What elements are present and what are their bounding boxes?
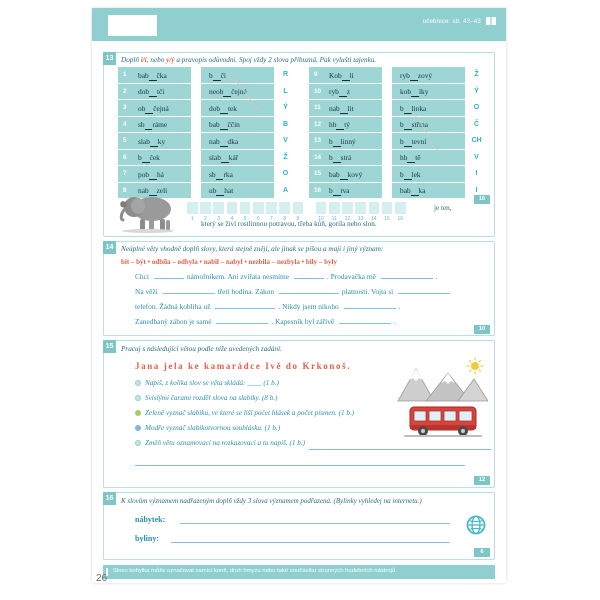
task-item[interactable] [135, 439, 305, 447]
word-text: b tva [329, 186, 350, 195]
answer-blank[interactable] [163, 285, 215, 294]
tajenka-number: 3 [217, 215, 221, 222]
word-index: 3 [123, 104, 127, 111]
tajenka-number: 11 [331, 215, 337, 222]
word-cell[interactable] [201, 183, 274, 200]
task-text: Napiš, z kolika slov se věta skládá: ____ (1 b.) [145, 379, 279, 387]
word-index: 9 [314, 71, 318, 78]
word-text: b strá [329, 153, 352, 162]
tajenka-box[interactable] [265, 201, 278, 215]
answer-line-nabytek[interactable] [180, 523, 450, 524]
word-text: b tevní [400, 136, 427, 146]
exercise-16-label-nabytek: nábytek: [135, 515, 166, 524]
tajenka-box[interactable] [354, 201, 367, 215]
exercise-13-prompt: Doplň i/í, nebo y/ý a pravopis odůvodni. Spoj vždy 2 slova příbuzná. Pak vylušti tajenku. [121, 56, 377, 64]
task-item[interactable] [135, 379, 279, 387]
word-cell[interactable] [309, 67, 382, 84]
cipher-letter: I [475, 186, 478, 194]
cipher-letter: Ý [283, 104, 288, 111]
globe-icon [466, 515, 486, 535]
answer-blank[interactable] [339, 315, 391, 324]
answer-blank[interactable] [216, 315, 268, 324]
word-cell[interactable] [201, 166, 274, 183]
word-index: 16 [314, 186, 322, 194]
bullet-dot-icon [135, 410, 141, 416]
tajenka-number: 4 [230, 215, 234, 222]
bullet-dot-icon [135, 425, 141, 431]
student-name-field[interactable] [108, 15, 157, 36]
task-text: Modře vyznač slabikotvornou souhlásku. (1 b.) [145, 424, 281, 432]
tajenka-box[interactable] [394, 201, 407, 215]
tajenka-box[interactable] [278, 201, 291, 215]
word-index: 13 [314, 137, 322, 144]
exercise-14 [103, 241, 495, 336]
word-cell[interactable] [201, 100, 274, 117]
answer-blank[interactable] [215, 300, 275, 309]
footer-note-text: Slovo kobylka může označovat samici koně, druh hmyzu nebo také součástku strunných hudebních nástrojů. [113, 568, 397, 575]
word-text: b linný [329, 136, 356, 146]
exercise-16-label-byliny: byliny: [135, 534, 160, 543]
word-text: ub hat [209, 186, 234, 195]
word-cell[interactable] [118, 133, 191, 150]
word-index: 12 [314, 120, 322, 128]
word-cell[interactable] [392, 100, 465, 117]
tajenka-tail-1: je ten, [434, 204, 452, 212]
word-cell[interactable] [309, 150, 382, 167]
exercise-15 [103, 340, 495, 488]
cipher-letter: Č [473, 120, 480, 128]
word-text: Kob li [329, 70, 354, 80]
word-cell[interactable] [118, 150, 191, 167]
exercise-13 [103, 52, 495, 237]
book-icon [486, 17, 496, 25]
word-text: hb tý [329, 120, 350, 129]
word-text: kob lky [400, 87, 429, 96]
word-cell[interactable] [309, 166, 382, 183]
word-text: nab dka [209, 136, 239, 146]
tajenka-number: 16 [397, 215, 404, 222]
exercise-16-score: 6 [474, 548, 490, 557]
task-item[interactable] [135, 424, 280, 432]
cipher-letter: Ž [474, 71, 479, 78]
tajenka-box[interactable] [315, 201, 328, 215]
word-text: b lek [400, 169, 421, 179]
word-text: nab lit [329, 103, 354, 113]
answer-blank[interactable] [381, 270, 433, 279]
word-text: slab kář [209, 153, 239, 162]
tajenka-box[interactable] [368, 201, 381, 215]
page-header [92, 8, 506, 41]
word-cell[interactable] [309, 183, 382, 200]
footer-note [103, 565, 495, 579]
tajenka-box[interactable] [341, 201, 354, 215]
exercise-15-sentence: Jana jela ke kamarádce Ivě do Krkonoš. [135, 361, 352, 371]
answer-line-byliny[interactable] [171, 542, 450, 543]
cipher-letter: O [473, 104, 480, 111]
tajenka-box[interactable] [212, 201, 225, 215]
cipher-letter: CH [471, 137, 482, 144]
exercise-16-prompt: K slovům významem nadřazeným doplň vždy 3 slova významem podřazená. (Bylinky vyhledej na internetu.) [121, 497, 422, 505]
tajenka-box[interactable] [239, 201, 252, 215]
word-cell[interactable] [309, 117, 382, 134]
cipher-letter: R [282, 71, 289, 78]
word-index: 7 [123, 170, 127, 177]
cipher-letter: Ý [474, 87, 479, 95]
cipher-letter: L [283, 87, 288, 95]
sentence-row: Zanedbaný záhon je samé . Kapesník byl zářivě . [135, 317, 396, 326]
tajenka-box[interactable] [292, 201, 305, 215]
tajenka-box[interactable] [186, 201, 199, 215]
cipher-letter: V [474, 153, 479, 161]
word-cell[interactable] [392, 84, 465, 101]
exercise-15-number: 15 [103, 340, 116, 353]
word-text: ob čejná [138, 103, 169, 113]
tajenka-number: 12 [344, 215, 351, 222]
answer-blank[interactable] [294, 270, 324, 279]
mountains-bus-sun-illustration [396, 357, 488, 443]
exercise-14-wordbank: bít – být • odbila – odbyla • nabil – nabyl • nezbila – nezbyla • bily – byly [121, 258, 337, 266]
word-text: b či [209, 70, 226, 80]
bullet-dot-icon [135, 380, 141, 386]
exercise-16 [103, 492, 495, 560]
word-index: 5 [123, 137, 127, 144]
page-number: 26 [96, 573, 108, 584]
word-cell[interactable] [201, 133, 274, 150]
word-cell[interactable] [118, 67, 191, 84]
word-text: dob tči [138, 87, 165, 96]
exercise-13-number: 13 [103, 52, 116, 65]
word-cell[interactable] [309, 100, 382, 117]
tajenka-number: 9 [296, 215, 300, 222]
word-index: 14 [314, 153, 322, 161]
tajenka-number: 1 [190, 215, 194, 222]
word-cell[interactable] [392, 133, 465, 150]
word-text: bab ka [400, 186, 426, 195]
word-index: 1 [123, 71, 127, 78]
tajenka-box[interactable] [328, 201, 341, 215]
sentence-row: Chci námořníkem. Ani zvířata nesmíme . Prodavačka mě . [135, 272, 438, 281]
word-index: 15 [314, 170, 322, 177]
task-item[interactable] [135, 394, 277, 402]
tajenka-number: 6 [256, 215, 260, 222]
task-text: Změň větu oznamovací na rozkazovací a tu napiš. (1 b.) [145, 439, 306, 447]
tajenka-number: 7 [270, 215, 273, 222]
task-item[interactable] [135, 409, 354, 417]
cipher-letter: O [282, 170, 289, 177]
exercise-14-number: 14 [103, 241, 116, 254]
tajenka-tail-2: který se živí rostlinnou potravou, třeba kůň, gorila nebo slon. [201, 220, 377, 228]
header-reference [423, 17, 496, 25]
elephant-illustration [118, 193, 178, 233]
answer-line-15b[interactable] [135, 465, 465, 466]
cipher-letter: I [475, 170, 478, 177]
answer-blank[interactable] [279, 285, 339, 294]
word-index: 8 [123, 186, 127, 194]
cipher-letter: B [282, 120, 289, 128]
exercise-14-score: 10 [474, 325, 490, 334]
cipher-letter: V [283, 137, 288, 144]
word-text: ryb zový [400, 70, 433, 80]
word-text: nab zeli [138, 186, 168, 195]
word-index: 10 [314, 87, 322, 95]
tajenka-number: 2 [204, 215, 207, 222]
word-cell[interactable] [201, 117, 274, 134]
word-text: neob čejné [209, 87, 247, 96]
tajenka-number: 15 [384, 215, 390, 222]
sentence-row: Na věži třetí hodina. Zákon platnosti. Vojta si [135, 285, 453, 296]
word-cell[interactable] [309, 84, 382, 101]
answer-line-15a[interactable] [309, 449, 491, 450]
word-text: bab kový [329, 169, 363, 179]
word-index: 11 [314, 104, 321, 111]
word-cell[interactable] [201, 67, 274, 84]
bullet-dot-icon [135, 440, 141, 446]
word-cell[interactable] [392, 150, 465, 167]
bullet-dot-icon [135, 395, 141, 401]
tajenka-box[interactable] [381, 201, 394, 215]
exercise-16-number: 16 [103, 492, 116, 505]
tajenka-number: 10 [318, 215, 324, 222]
word-cell[interactable] [201, 84, 274, 101]
page-sheet [92, 8, 506, 583]
word-cell[interactable] [118, 84, 191, 101]
exercise-15-score: 12 [474, 476, 490, 485]
word-cell[interactable] [118, 100, 191, 117]
task-text: Zeleně vyznač slabiku, ve které se liší počet hlásek a počet písmen. (1 b.) [145, 409, 355, 417]
word-cell[interactable] [392, 183, 465, 200]
word-text: sb rka [209, 169, 233, 179]
word-text: bab ččin [209, 120, 240, 129]
tajenka-number: 5 [243, 215, 247, 222]
cipher-letter: Ž [283, 153, 288, 161]
word-cell[interactable] [392, 166, 465, 183]
word-text: bab čka [138, 70, 167, 80]
exercise-15-prompt: Pracuj s následující větou podle níže uvedených zadání. [121, 345, 282, 353]
tajenka-box[interactable] [199, 201, 212, 215]
sentence-row: telefon. Žádná kobliha už . Nikdy jsem nikoho . [135, 302, 401, 311]
exercise-14-prompt: Neúplné věty vhodně doplň slovy, která stejně znějí, ale jinak se píšou a mají i jiný význam: [121, 245, 384, 253]
word-text: b střina [400, 120, 428, 129]
tajenka-number: 8 [283, 215, 287, 222]
cipher-letter: A [282, 186, 289, 194]
word-index: 6 [123, 153, 127, 161]
tajenka-number: 14 [371, 215, 377, 222]
tajenka-number: 13 [357, 215, 364, 222]
word-text: b linka [400, 103, 427, 113]
word-text: b ček [138, 153, 160, 162]
answer-blank[interactable] [398, 285, 450, 294]
word-text: pob há [138, 169, 164, 179]
tajenka-box[interactable] [252, 201, 265, 215]
task-text: Svislými čarami rozděl slova na slabiky. (8 b.) [145, 394, 278, 402]
word-cell[interactable] [392, 67, 465, 84]
word-index: 4 [123, 120, 127, 128]
tajenka-box[interactable] [226, 201, 239, 215]
textbook-reference-label: učebnice: str. 42–43 [422, 17, 481, 25]
exercise-13-score: 16 [474, 195, 490, 204]
word-cell[interactable] [392, 117, 465, 134]
word-cell[interactable] [118, 117, 191, 134]
word-text: ryb z [329, 87, 350, 96]
word-text: slab ky [138, 136, 166, 146]
answer-blank[interactable] [154, 270, 184, 279]
word-text: dob tek [209, 103, 237, 113]
answer-blank[interactable] [344, 300, 396, 309]
word-cell[interactable] [309, 133, 382, 150]
word-cell[interactable] [118, 166, 191, 183]
word-text: hb tě [400, 153, 421, 162]
word-cell[interactable] [201, 150, 274, 167]
word-text: sb ráme [138, 120, 168, 129]
word-index: 2 [123, 87, 127, 95]
